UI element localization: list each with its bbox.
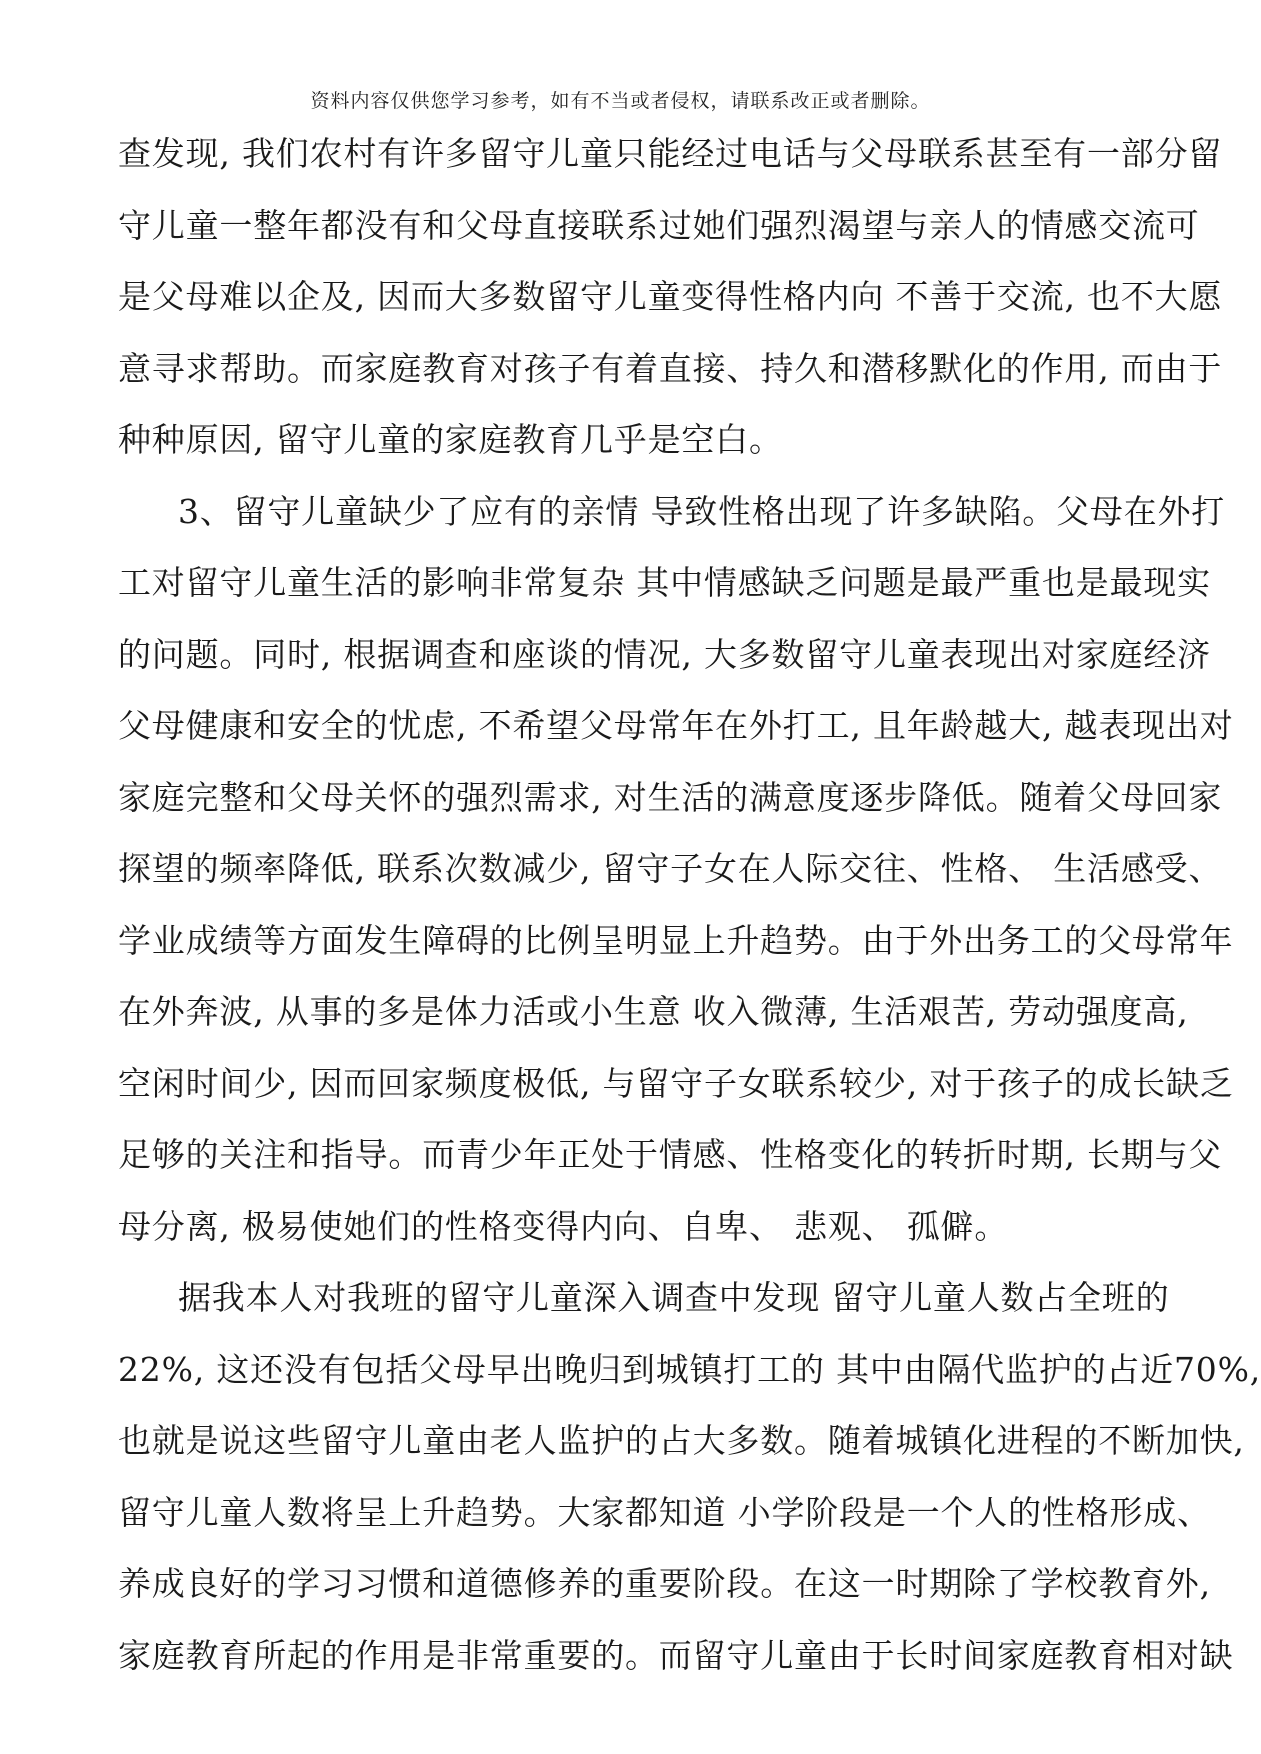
text-line: 养成良好的学习习惯和道德修养的重要阶段。在这一时期除了学校教育外, <box>118 1564 1211 1603</box>
text-line: 在外奔波, 从事的多是体力活或小生意 收入微薄, 生活艰苦, 劳动强度高, <box>118 992 1189 1031</box>
text-line: 据我本人对我班的留守儿童深入调查中发现 留守儿童人数占全班的 <box>178 1278 1170 1317</box>
paragraph-2 <box>118 476 1234 1263</box>
text-line: 足够的关注和指导。而青少年正处于情感、性格变化的转折时期, 长期与父 <box>118 1135 1223 1174</box>
text-line: 种种原因, 留守儿童的家庭教育几乎是空白。 <box>118 420 783 459</box>
text-line: 工对留守儿童生活的影响非常复杂 其中情感缺乏问题是最严重也是最现实 <box>118 563 1211 602</box>
text-line: 母分离, 极易使她们的性格变得内向、自卑、 悲观、 孤僻。 <box>118 1206 1009 1246</box>
header-disclaimer: 资料内容仅供您学习参考，如有不当或者侵权，请联系改正或者删除。 <box>310 90 931 112</box>
text-line: 家庭完整和父母关怀的强烈需求, 对生活的满意度逐步降低。随着父母回家 <box>118 777 1223 817</box>
text-line: 家庭教育所起的作用是非常重要的。而留守儿童由于长时间家庭教育相对缺 <box>118 1635 1234 1675</box>
text-line: 查发现, 我们农村有许多留守儿童只能经过电话与父母联系甚至有一部分留 <box>118 134 1223 173</box>
text-line: 留守儿童人数将呈上升趋势。大家都知道 小学阶段是一个人的性格形成、 <box>118 1492 1211 1532</box>
text-line: 22%, 这还没有包括父母早出晚归到城镇打工的 其中由隔代监护的占近70%, <box>118 1349 1261 1389</box>
text-line: 空闲时间少, 因而回家频度极低, 与留守子女联系较少, 对于孩子的成长缺乏 <box>118 1063 1234 1103</box>
text-line: 守儿童一整年都没有和父母直接联系过她们强烈渴望与亲人的情感交流可 <box>118 205 1200 245</box>
body-text <box>118 118 1261 1691</box>
text-line: 父母健康和安全的忧虑, 不希望父母常年在外打工, 且年龄越大, 越表现出对 <box>118 706 1234 745</box>
text-line: 3、留守儿童缺少了应有的亲情 导致性格出现了许多缺陷。父母在外打 <box>178 491 1226 531</box>
text-line: 的问题。同时, 根据调查和座谈的情况, 大多数留守儿童表现出对家庭经济 <box>118 634 1211 674</box>
paragraph-3 <box>118 1262 1261 1691</box>
text-line: 是父母难以企及, 因而大多数留守儿童变得性格内向 不善于交流, 也不大愿 <box>118 277 1223 316</box>
text-line: 探望的频率降低, 联系次数减少, 留守子女在人际交往、性格、 生活感受、 <box>118 849 1223 888</box>
paragraph-1 <box>118 118 1223 476</box>
text-line: 意寻求帮助。而家庭教育对孩子有着直接、持久和潜移默化的作用, 而由于 <box>118 348 1223 388</box>
text-line: 也就是说这些留守儿童由老人监护的占大多数。随着城镇化进程的不断加快, <box>118 1421 1245 1460</box>
text-line: 学业成绩等方面发生障碍的比例呈明显上升趋势。由于外出务工的父母常年 <box>118 920 1234 960</box>
